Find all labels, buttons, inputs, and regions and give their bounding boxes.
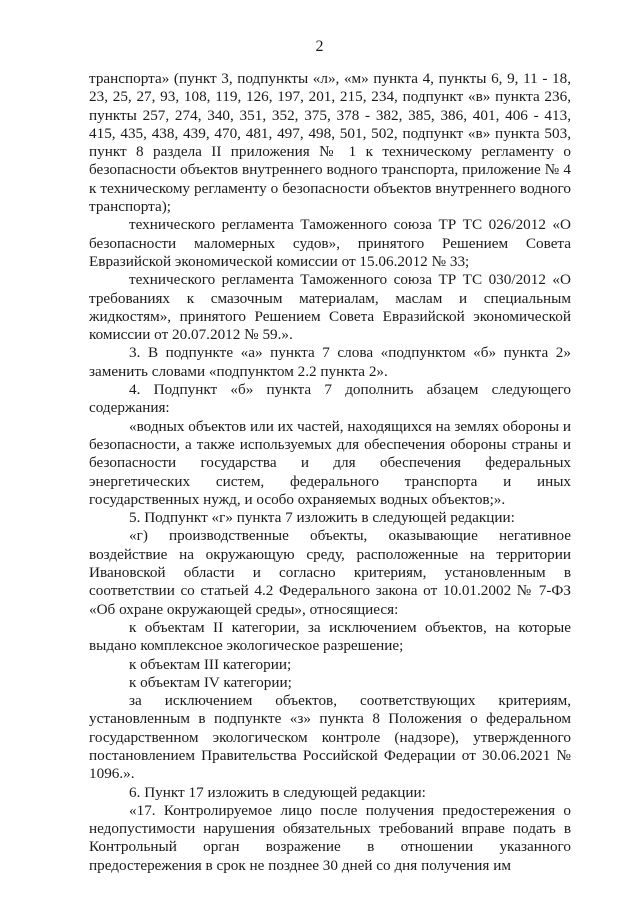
page-number: 2 xyxy=(315,38,324,55)
paragraph: 5. Подпункт «г» пункта 7 изложить в следующей редакции: xyxy=(129,509,515,527)
paragraph: «водных объектов или их частей, находящихся на землях обороны и безопасности, а также используемых для обеспечения обороны страны и безопасности государства и для обеспечения федеральных энергетических систем, федерального транспорта и иных государственных нужд, и особо охраняемых водных объектов;». xyxy=(89,417,571,508)
paragraph: к объектам III категории; xyxy=(129,655,292,673)
paragraph: «17. Контролируемое лицо после получения предостережения о недопустимости нарушения обязательных требований вправе подать в Контрольный орган возражение в отношении указанного предостережения в срок не позднее 30 дней со дня получения им xyxy=(89,801,571,874)
paragraph: транспорта» (пункт 3, подпункты «л», «м» пункта 4, пункты 6, 9, 11 - 18, 23, 25, 27, 93, 108, 119, 126, 197, 201, 215, 234, подпункт «в» пункта 236, пункты 257, 274, 340, 351, 352, 375, 378 - 382, 385, 386, 401, 406 - 413, 415, 435, 438, 439, 470, 481, 497, 498, 501, 502, подпункт «в» пункта 503, пункт 8 раздела II приложения № 1 к техническому регламенту о безопасности объектов внутреннего водного транспорта, приложение № 4 к техническому регламенту о безопасности объектов внутреннего водного транспорта); xyxy=(89,70,571,216)
paragraph: «г) производственные объекты, оказывающие негативное воздействие на окружающую среду, расположенные на территории Ивановской области и согласно критериям, установленным в соответствии со статьей 4.2 Федерального закона от 10.01.2002 № 7-ФЗ «Об охране окружающей среды», относящиеся: xyxy=(89,527,571,618)
paragraph: технического регламента Таможенного союза ТР ТС 026/2012 «О безопасности маломерных судов», принятого Решением Совета Евразийской экономической комиссии от 15.06.2012 № 33; xyxy=(89,216,571,270)
paragraph: к объектам II категории, за исключением объектов, на которые выдано комплексное экологическое разрешение; xyxy=(89,618,571,655)
paragraph: к объектам IV категории; xyxy=(129,673,292,691)
document-body xyxy=(89,70,571,875)
paragraph: 4. Подпункт «б» пункта 7 дополнить абзацем следующего содержания: xyxy=(89,381,571,417)
paragraph: 6. Пункт 17 изложить в следующей редакции: xyxy=(129,783,426,801)
paragraph: за исключением объектов, соответствующих критериям, установленным в подпункте «з» пункта 8 Положения о федеральном государственном экологическом контроле (надзоре), утвержденного постановлением Правительства Российской Федерации от 30.06.2021 № 1096.». xyxy=(89,692,571,783)
paragraph: технического регламента Таможенного союза ТР ТС 030/2012 «О требованиях к смазочным материалам, маслам и специальным жидкостям», принятого Решением Совета Евразийской экономической комиссии от 20.07.2012 № 59.». xyxy=(89,271,571,344)
paragraph: 3. В подпункте «а» пункта 7 слова «подпунктом «б» пункта 2» заменить словами «подпунктом 2.2 пункта 2». xyxy=(89,344,571,380)
